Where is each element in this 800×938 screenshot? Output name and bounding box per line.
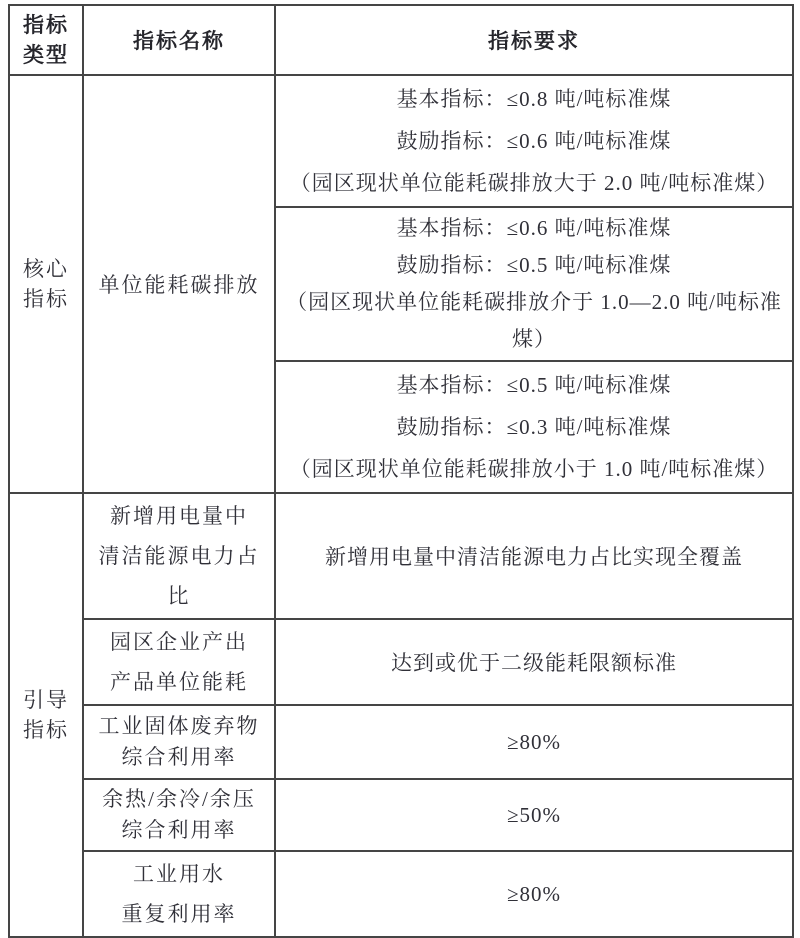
guide-row-3 <box>9 705 793 779</box>
guide-requirement-cell-5: ≥80% <box>275 851 793 937</box>
core-row-1 <box>9 75 793 207</box>
name-line: 工业固体废弃物 <box>98 714 260 738</box>
requirement-line: 鼓励指标：≤0.6 吨/吨标准煤 <box>396 129 672 153</box>
name-line: 工业用水 <box>133 862 225 886</box>
guide-requirement-cell-3: ≥80% <box>275 705 793 779</box>
header-requirement-cell: 指标要求 <box>275 5 793 75</box>
name-line: 综合利用率 <box>121 818 237 842</box>
guide-requirement-cell-1: 新增用电量中清洁能源电力占比实现全覆盖 <box>275 493 793 619</box>
requirement-line: 基本指标：≤0.6 吨/吨标准煤 <box>396 216 672 240</box>
header-type-label: 指标类型 <box>23 13 69 67</box>
name-line: 园区企业产出 <box>110 630 248 654</box>
requirement-line: 基本指标：≤0.8 吨/吨标准煤 <box>396 87 672 111</box>
requirement-line: 鼓励指标：≤0.5 吨/吨标准煤 <box>396 253 672 277</box>
requirement-line: （园区现状单位能耗碳排放小于 1.0 吨/吨标准煤） <box>289 457 779 481</box>
core-requirement-cell-2 <box>275 207 793 361</box>
core-type-label: 核心指标 <box>23 257 69 311</box>
name-line: 重复利用率 <box>121 902 237 926</box>
guide-requirement-cell-2: 达到或优于二级能耗限额标准 <box>275 619 793 705</box>
indicator-requirements-page <box>0 4 800 926</box>
requirement-line: （园区现状单位能耗碳排放介于 1.0—2.0 吨/吨标准煤） <box>286 290 782 351</box>
name-line: 综合利用率 <box>121 745 237 769</box>
guide-name-cell-5 <box>83 851 275 937</box>
header-name-cell: 指标名称 <box>83 5 275 75</box>
name-line: 清洁能源电力占 <box>98 544 260 568</box>
guide-row-1 <box>9 493 793 619</box>
name-line: 新增用电量中 <box>110 504 248 528</box>
core-requirement-cell-1 <box>275 75 793 207</box>
guide-requirement-cell-4: ≥50% <box>275 779 793 851</box>
guide-type-cell <box>9 493 83 937</box>
name-line: 产品单位能耗 <box>110 670 248 694</box>
indicator-requirements-table <box>8 4 794 938</box>
guide-type-label: 引导指标 <box>23 688 69 742</box>
guide-row-2 <box>9 619 793 705</box>
core-name-cell: 单位能耗碳排放 <box>83 75 275 493</box>
core-requirement-cell-3 <box>275 361 793 493</box>
header-row <box>9 5 793 75</box>
core-type-cell <box>9 75 83 493</box>
requirement-line: （园区现状单位能耗碳排放大于 2.0 吨/吨标准煤） <box>289 171 779 195</box>
header-type-cell <box>9 5 83 75</box>
requirement-line: 鼓励指标：≤0.3 吨/吨标准煤 <box>396 415 672 439</box>
guide-row-4 <box>9 779 793 851</box>
guide-row-5 <box>9 851 793 937</box>
guide-name-cell-1 <box>83 493 275 619</box>
requirement-line: 基本指标：≤0.5 吨/吨标准煤 <box>396 373 672 397</box>
guide-name-cell-4 <box>83 779 275 851</box>
guide-name-cell-2 <box>83 619 275 705</box>
name-line: 余热/余冷/余压 <box>102 787 256 811</box>
name-line: 比 <box>167 584 191 608</box>
guide-name-cell-3 <box>83 705 275 779</box>
